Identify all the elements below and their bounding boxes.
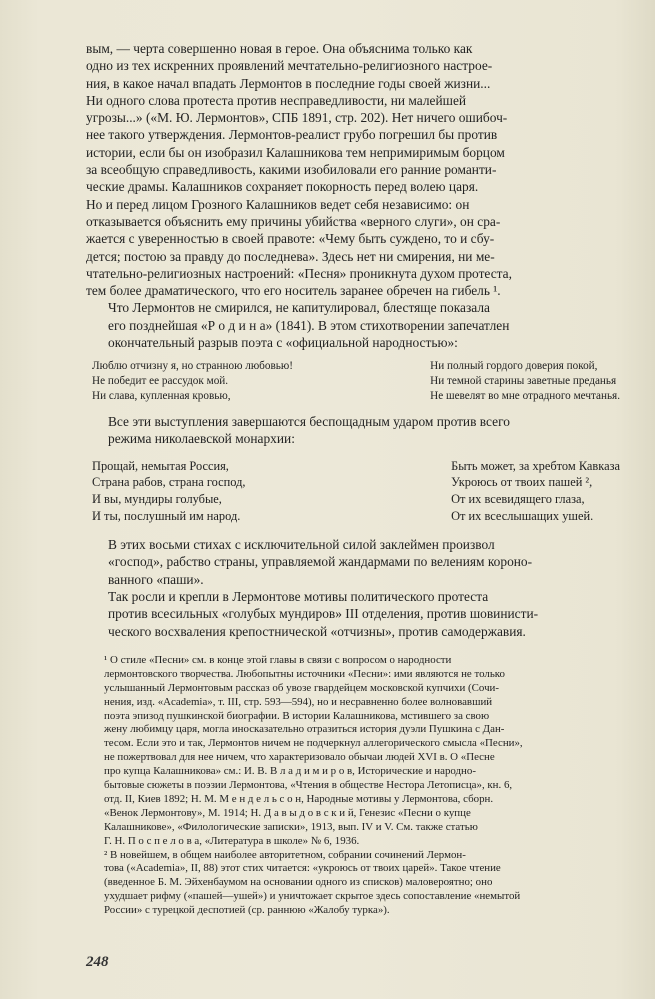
footnote-line: Калашникове», «Филологические записки», 1913, вып. IV и V. См. также статью (104, 820, 478, 833)
text-line: режима николаевской монархии: (108, 431, 295, 447)
footnote-line: ² В новейшем, в общем наиболее авторитетном, собрании сочинений Лермон- (104, 848, 466, 861)
footnote-line: «Венок Лермонтову», М. 1914; Н. Д а в ы д о в с к и й, Генезис «Песни о купце (104, 806, 471, 819)
text-line: против всесильных «голубых мундиров» III отделения, против шовинисти- (108, 606, 539, 622)
verse-line: От их всевидящего глаза, (451, 491, 585, 506)
page-body (86, 40, 634, 918)
footnote-line: жену любимцу царя, могла иносказательно отразиться история дуэли Пушкина с Дан- (104, 723, 505, 736)
footnote-line: нения, изд. «Academia», т. III, стр. 593—594), но и несравненно более волновавший (104, 695, 493, 708)
footnote-2 (86, 849, 634, 919)
footnote-line: поэта эпизод пушкинской биографии. В истории Калашникова, мстившего за свою (104, 709, 490, 722)
text-line: отказывается объяснить ему причины убийства «верного слуги», он сра- (86, 213, 501, 229)
paragraph-5 (86, 588, 634, 640)
verse-proshchai (86, 458, 634, 524)
text-line: дется; постою за правду до последнева». Здесь нет ни смирения, ни ме- (86, 248, 495, 264)
paragraph-2 (86, 299, 634, 351)
verse-rodina (86, 359, 634, 403)
text-line: истории, если бы он изобразил Калашникова тем непримиримым борцом (86, 144, 505, 160)
text-line: за всеобщую справедливость, какими изобиловали его ранние романти- (86, 162, 497, 178)
verse-line: И ты, послушный им народ. (92, 508, 241, 523)
text-line: Но и перед лицом Грозного Калашников ведет себя независимо: он (86, 196, 470, 212)
verse-line: И вы, мундиры голубые, (92, 491, 222, 506)
footnote-line: бытовые сюжеты в поэзии Лермонтова, «Чтения в обществе Нестора Летописца», кн. 6, (104, 779, 513, 792)
verse-line: Ни полный гордого доверия покой, (430, 360, 598, 373)
text-line: ческие драмы. Калашников сохраняет покорность перед волею царя. (86, 179, 479, 195)
verse-line: Люблю отчизну я, но странною любовью! (92, 360, 293, 373)
text-line: угрозы...» («М. Ю. Лермонтов», СПБ 1891, стр. 202). Нет ничего ошибоч- (86, 110, 508, 126)
text-line: Что Лермонтов не смирился, не капитулировал, блестяще показала (108, 300, 490, 316)
text-line: ческого восхваления крепостнической «отчизны», против самодержавия. (108, 623, 526, 639)
verse-line: Ни слава, купленная кровью, (92, 389, 231, 402)
verse-line: От их всеслышащих ушей. (451, 508, 594, 523)
verse-rodina-left (86, 359, 293, 403)
footnote-line: про купца Калашникова» см.: И. В. В л а д и м и р о в, Исторические и народно- (104, 765, 476, 778)
text-line: Так росли и крепли в Лермонтове мотивы политического протеста (108, 588, 489, 604)
text-line: Все эти выступления завершаются беспощадным ударом против всего (108, 414, 510, 430)
verse-line: Укроюсь от твоих пашей ², (451, 475, 593, 490)
verse-line: Не шевелят во мне отрадного мечтанья. (430, 389, 620, 402)
footnote-1 (86, 654, 634, 849)
text-line: окончательный разрыв поэта с «официальной народностью»: (108, 335, 458, 351)
footnote-line: ухудшает рифму («пашей—ушей») и уничтожает скрытое здесь сопоставление «немытой (104, 890, 521, 903)
text-line: вым, — черта совершенно новая в герое. Она объяснима только как (86, 41, 473, 56)
verse-line: Ни темной старины заветные преданья (430, 374, 617, 387)
page-number: 248 (86, 954, 109, 970)
verse-line: Быть может, за хребтом Кавказа (451, 458, 620, 473)
verse-proshchai-left (86, 458, 245, 524)
footnote-line: Г. Н. П о с п е л о в а, «Литература в школе» № 6, 1936. (104, 834, 360, 847)
verse-line: Прощай, немытая Россия, (92, 458, 229, 473)
footnote-line: тесом. Если это и так, Лермонтов ничем не подчеркнул аллегорического смысла «Песни», (104, 737, 523, 750)
footnote-line: лермонтовского творчества. Любопытны источники «Песни»: ими являются не только (104, 667, 505, 680)
footnote-separator (86, 640, 634, 654)
text-line: ния, в какое начал впадать Лермонтов в последние годы своей жизни... (86, 75, 491, 91)
text-line: чтательно-религиозных настроений: «Песня» проникнута духом протеста, (86, 265, 512, 281)
text-line: В этих восьми стихах с исключительной силой заклеймен произвол (108, 537, 495, 553)
text-line: Ни одного слова протеста против несправедливости, ни малейшей (86, 92, 467, 108)
verse-rodina-right (430, 359, 634, 403)
footnote-line: отд. II, Киев 1892; Н. М. М е н д е л ь с о н, Народные мотивы у Лермонтова, сборн. (104, 792, 494, 805)
verse-proshchai-right (451, 458, 634, 524)
text-line: одно из тех искренних проявлений мечтательно-религиозного настрое- (86, 58, 493, 74)
text-line: нее такого утверждения. Лермонтов-реалист грубо погрешил бы против (86, 127, 498, 143)
verse-line: Не победит ее рассудок мой. (92, 374, 229, 387)
text-line: ванного «паши». (108, 571, 204, 587)
footnote-line: России» с турецкой деспотией (ср. раннюю «Жалобу турка»). (104, 904, 390, 917)
text-line: его позднейшая «Р о д и н а» (1841). В этом стихотворении запечатлен (108, 317, 510, 333)
footnote-line: това («Academia», II, 88) этот стих читается: «укроюсь от твоих царей». Такое чтение (104, 862, 501, 875)
footnote-line: услышанный Лермонтовым рассказ об увозе гвардейцем московской купчихи (Сочи- (104, 681, 500, 694)
paragraph-1 (86, 40, 634, 299)
footnote-line: (введенное Б. М. Эйхенбаумом на основании одного из списков) маловероятно; оно (104, 876, 493, 889)
text-line: тем более драматического, что его носитель заранее обречен на гибель ¹. (86, 283, 501, 299)
text-line: «господ», рабство страны, управляемой жандармами по велениям короно- (108, 554, 533, 570)
footnote-line: не пожертвовал для нее ничем, что характеризовало обычаи людей XVI в. О «Песне (104, 751, 495, 764)
text-line: жается с уверенностью в своей правоте: «Чему быть суждено, то и сбу- (86, 231, 495, 247)
paragraph-4 (86, 536, 634, 588)
paragraph-3 (86, 413, 634, 448)
verse-line: Страна рабов, страна господ, (92, 475, 246, 490)
footnote-line: ¹ О стиле «Песни» см. в конце этой главы в связи с вопросом о народности (104, 653, 452, 666)
